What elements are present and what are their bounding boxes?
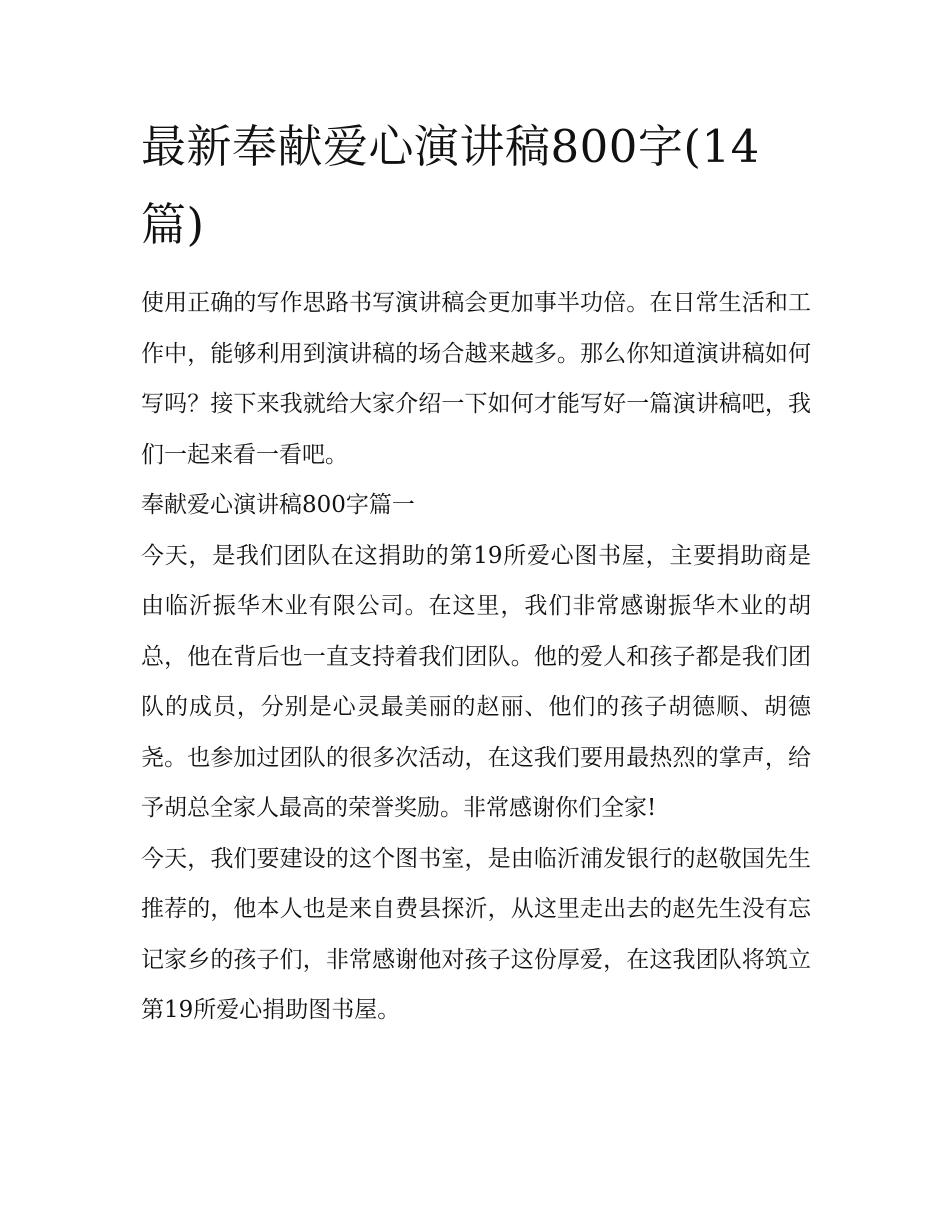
document-content bbox=[141, 108, 811, 1036]
document-title: 最新奉献爱心演讲稿800字(14篇) bbox=[141, 120, 760, 251]
section-heading: 奉献爱心演讲稿800字篇一 bbox=[141, 492, 415, 518]
intro-paragraph: 使用正确的写作思路书写演讲稿会更加事半功倍。在日常生活和工作中，能够利用到演讲稿的场合越来越多。那么你知道演讲稿如何写吗？接下来我就给大家介绍一下如何才能写好一篇演讲稿吧，我们一起来看一看吧。 bbox=[141, 290, 811, 468]
body-paragraph: 今天，我们要建设的这个图书室，是由临沂浦发银行的赵敬国先生推荐的，他本人也是来自费县探沂，从这里走出去的赵先生没有忘记家乡的孩子们，非常感谢他对孩子这份厚爱，在这我团队将筑立第19所爱心捐助图书屋。 bbox=[141, 845, 811, 1023]
body-paragraph: 今天，是我们团队在这捐助的第19所爱心图书屋，主要捐助商是由临沂振华木业有限公司。在这里，我们非常感谢振华木业的胡总，他在背后也一直支持着我们团队。他的爱人和孩子都是我们团队的成员，分别是心灵最美丽的赵丽、他们的孩子胡德顺、胡德尧。也参加过团队的很多次活动，在这我们要用最热烈的掌声，给予胡总全家人最高的荣誉奖励。非常感谢你们全家! bbox=[141, 542, 811, 821]
title-block bbox=[141, 108, 811, 264]
